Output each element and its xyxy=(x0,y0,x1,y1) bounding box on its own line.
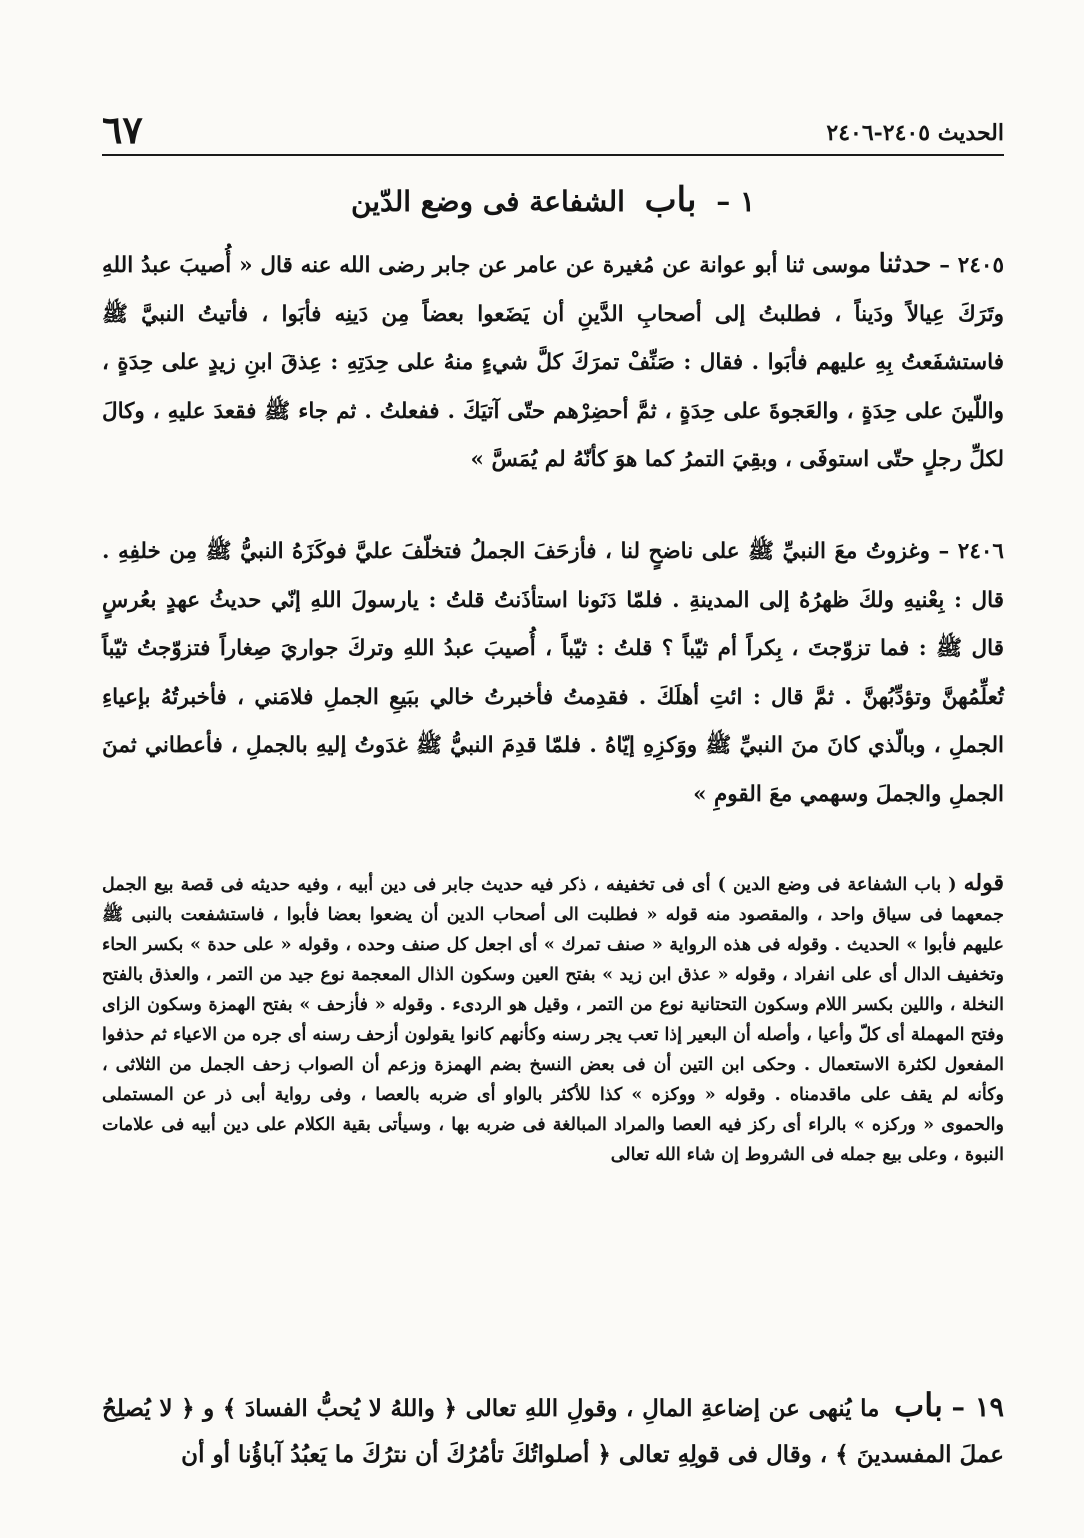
hadith-2406 xyxy=(102,528,1004,819)
commentary-text: ( باب الشفاعة فى وضع الدين ) أى فى تخفيفه ، ذكر فيه حديث جابر فى دين أبيه ، وفيه حديثه فى قصة بيع الجمل جمعهما فى سياق واحد ، والمقصود منه قوله « فطلبت الى أصحاب الدين أن يضعوا بعضا فأبوا ، فاستشفعت بالنبى ﷺ عليهم فأبوا » الحديث . وقوله فى هذه الرواية « صنف تمرك » أى اجعل كل صنف وحده ، وقوله « على حدة » بكسر الحاء وتخفيف الدال أى على انفراد ، وقوله « عذق ابن زيد » بفتح العين وسكون الذال المعجمة نوع جيد من التمر ، والعذق بالفتح النخلة ، واللين بكسر اللام وسكون التحتانية نوع من التمر ، وقيل هو الردىء . وقوله « فأزحف » بفتح الهمزة وسكون الزاى وفتح المهملة أى كلّ وأعيا ، وأصله أن البعير إذا تعب يجر رسنه وكأنهم كانوا يقولون أزحف رسنه أى جره من الاعياء ثم حذفوا المفعول لكثرة الاستعمال . وحكى ابن التين أن فى بعض النسخ بضم الهمزة وزعم أن الصواب زحف الجمل من الثلاثى ، وكأنه لم يقف على ماقدمناه . وقوله « ووكزه » كذا للأكثر بالواو أى ضربه بالعصا ، وفى رواية أبى ذر عن المستملى والحموى « وركزه » بالراء أى ركز فيه العصا والمراد المبالغة فى ضربه بها ، وسيأتى بقية الكلام على دين أبيه فى علامات النبوة ، وعلى بيع جمله فى الشروط إن شاء الله تعالى xyxy=(102,875,1004,1165)
chapter-19 xyxy=(102,1382,1004,1478)
chapter-bab-word: باب xyxy=(644,180,697,220)
hadith-number: ٢٤٠٥ – xyxy=(939,253,1004,278)
chapter-bab-word: باب xyxy=(894,1386,943,1424)
chapter-text: ما يُنهى عن إضاعةِ المالِ ، وقولِ اللهِ تعالى ﴿ واللهُ لا يُحبُّ الفسادَ ﴾ و ﴿ لا يُصلِحُ عملَ المفسدينَ ﴾ ، وقال فى قولِهِ تعالى ﴿ أصلواتُكَ تأمُرُكَ أن نترُكَ ما يَعبُدُ آباؤُنا أو أن xyxy=(102,1395,1004,1468)
commentary-lead-word: قوله xyxy=(963,870,1005,896)
hadith-number: ٢٤٠٦ – xyxy=(938,539,1004,564)
chapter-title: الشفاعة فى وضع الدّين xyxy=(350,185,625,218)
page-header xyxy=(102,104,1004,156)
chapter-number: ١ – xyxy=(716,185,756,218)
page-number: ٦٧ xyxy=(102,107,143,152)
chapter-heading xyxy=(102,180,1004,220)
chapter-number: ١٩ – xyxy=(951,1392,1004,1423)
running-title: الحديث ٢٤٠٥-٢٤٠٦ xyxy=(826,120,1004,146)
hadith-text: وغزوتُ معَ النبيِّ ﷺ على ناضحٍ لنا ، فأزحَفَ الجملُ فتخلّفَ عليَّ فوكَزَهُ النبيُّ ﷺ مِن خلفِهِ . قال : بِعْنيهِ ولكَ ظهرُهُ إلى المدينةِ . فلمّا دَنَونا استأذَنتُ قلتُ : يارسولَ اللهِ إنّي حديثُ عهدٍ بعُرسٍ قال ﷺ : فما تزوّجتَ ، بِكراً أم ثيّباً ؟ قلتُ : ثيّباً ، أُصيبَ عبدُ اللهِ وتركَ جواريَ صِغاراً فتزوّجتُ ثيّباً تُعلِّمُهنَّ وتؤدِّبُهنَّ . ثمَّ قال : ائتِ أهلَكَ . فقدِمتُ فأخبرتُ خالي ببَيعِ الجملِ فلامَني ، فأخبرتُهُ بإعياءِ الجملِ ، وبالّذي كانَ منَ النبيِّ ﷺ ووَكزِهِ إيّاهُ . فلمّا قدِمَ النبيُّ ﷺ غدَوتُ إليهِ بالجملِ ، فأعطاني ثمنَ الجملِ والجملَ وسهمي معَ القومِ » xyxy=(102,539,1004,807)
commentary-paragraph xyxy=(102,868,1004,1170)
haddathana-word: حدثنا xyxy=(878,249,932,279)
hadith-2405 xyxy=(102,240,1004,485)
hadith-text: موسى ثنا أبو عوانة عن مُغيرة عن عامر عن جابر رضى الله عنه قال « أُصيبَ عبدُ اللهِ وتَرَكَ عِيالاً ودَيناً ، فطلبتُ إلى أصحابِ الدَّينِ أن يَضَعوا بعضاً مِن دَينِه فأبَوا ، فأتيتُ النبيَّ ﷺ فاستشفَعتُ بِهِ عليهم فأبَوا . فقال : صَنِّفْ تمرَكَ كلَّ شيءٍ منهُ على حِدَتِهِ : عِذقَ ابنِ زيدٍ على حِدَةٍ ، واللّينَ على حِدَةٍ ، والعَجوةَ على حِدَةٍ ، ثمَّ أحضِرْهم حتّى آتيَكَ . ففعلتُ . ثم جاء ﷺ فقعدَ عليهِ ، وكالَ لكلِّ رجلٍ حتّى استوفَى ، وبقِيَ التمرُ كما هوَ كأنّهُ لم يُمَسَّ » xyxy=(102,253,1004,472)
